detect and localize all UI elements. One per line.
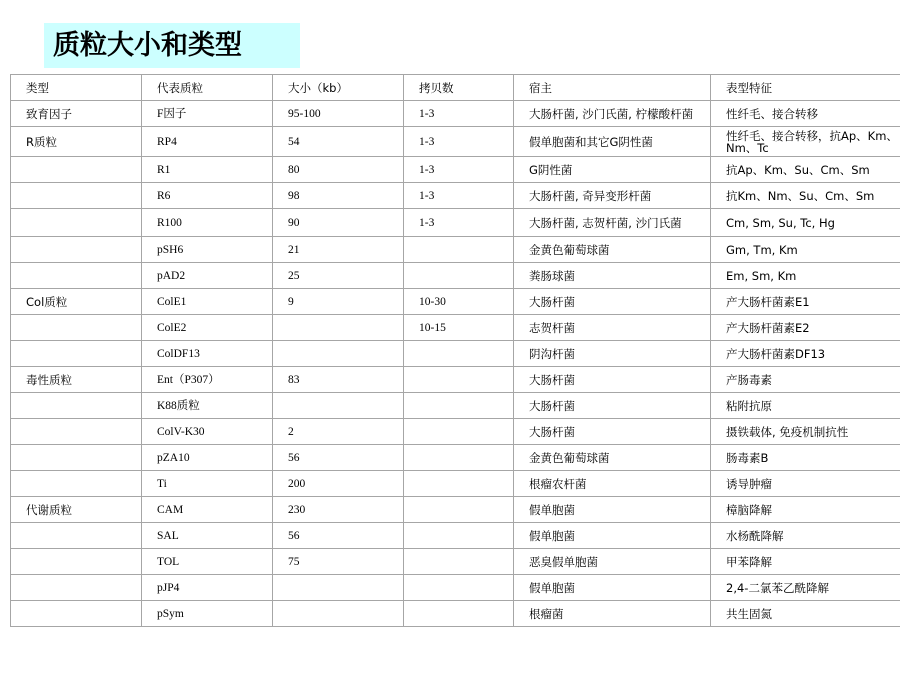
table-cell: 1-3 — [404, 209, 514, 237]
table-cell: Ti — [142, 471, 273, 497]
table-cell — [11, 419, 142, 445]
table-cell: 10-30 — [404, 289, 514, 315]
table-cell: 95-100 — [273, 101, 404, 127]
table-row — [11, 263, 900, 289]
table-cell — [11, 157, 142, 183]
table-row — [11, 575, 900, 601]
table-cell — [404, 263, 514, 289]
table-cell: R质粒 — [11, 127, 142, 157]
table-cell: 代谢质粒 — [11, 497, 142, 523]
table-row — [11, 549, 900, 575]
table-cell: pSym — [142, 601, 273, 627]
table-cell: 假单胞菌 — [514, 575, 711, 601]
table-cell — [11, 393, 142, 419]
table-cell — [404, 497, 514, 523]
table-cell — [404, 341, 514, 367]
table-cell: 抗Ap、Km、Su、Cm、Sm — [711, 157, 900, 183]
table-cell: 83 — [273, 367, 404, 393]
header-cell: 宿主 — [514, 75, 711, 101]
table-cell: 大肠杆菌 — [514, 419, 711, 445]
table-row — [11, 315, 900, 341]
table-cell: pJP4 — [142, 575, 273, 601]
table-row — [11, 209, 900, 237]
table-cell: 2,4-二氯苯乙酰降解 — [711, 575, 900, 601]
table-row — [11, 367, 900, 393]
table-cell — [404, 471, 514, 497]
table-cell — [11, 601, 142, 627]
table-cell: SAL — [142, 523, 273, 549]
table-cell: RP4 — [142, 127, 273, 157]
table-cell: F因子 — [142, 101, 273, 127]
table-cell — [273, 393, 404, 419]
table-cell: 200 — [273, 471, 404, 497]
table-cell: R6 — [142, 183, 273, 209]
table-cell: G阴性菌 — [514, 157, 711, 183]
table-cell: 1-3 — [404, 157, 514, 183]
table-cell — [404, 575, 514, 601]
table-cell: 致育因子 — [11, 101, 142, 127]
plasmid-table — [10, 74, 900, 627]
table-cell: 志贺杆菌 — [514, 315, 711, 341]
table-row — [11, 601, 900, 627]
header-cell: 拷贝数 — [404, 75, 514, 101]
table-cell: 1-3 — [404, 101, 514, 127]
table-cell: 大肠杆菌 — [514, 367, 711, 393]
table-cell: 水杨酰降解 — [711, 523, 900, 549]
table-cell: Gm, Tm, Km — [711, 237, 900, 263]
table-cell: 摄铁载体, 免疫机制抗性 — [711, 419, 900, 445]
table-cell: 大肠杆菌, 奇异变形杆菌 — [514, 183, 711, 209]
table-cell — [11, 209, 142, 237]
table-row — [11, 157, 900, 183]
table-row — [11, 393, 900, 419]
table-cell: 根瘤农杆菌 — [514, 471, 711, 497]
table-cell — [11, 471, 142, 497]
table-cell: 假单胞菌 — [514, 497, 711, 523]
table-cell: Ent（P307） — [142, 367, 273, 393]
table-cell — [11, 237, 142, 263]
table-cell: 假单胞菌 — [514, 523, 711, 549]
table-cell — [273, 315, 404, 341]
table-cell: 54 — [273, 127, 404, 157]
table-cell: 9 — [273, 289, 404, 315]
table-cell — [273, 601, 404, 627]
table-cell: 产肠毒素 — [711, 367, 900, 393]
table-cell: CAM — [142, 497, 273, 523]
table-cell — [273, 341, 404, 367]
table-cell: 98 — [273, 183, 404, 209]
table-cell: 毒性质粒 — [11, 367, 142, 393]
table-row — [11, 445, 900, 471]
table-cell: 大肠杆菌 — [514, 393, 711, 419]
table-row — [11, 523, 900, 549]
table-cell: 粘附抗原 — [711, 393, 900, 419]
table-cell: 共生固氮 — [711, 601, 900, 627]
title-box — [44, 23, 300, 68]
table-cell — [11, 523, 142, 549]
table-cell — [404, 237, 514, 263]
table-row — [11, 419, 900, 445]
table-cell: 恶臭假单胞菌 — [514, 549, 711, 575]
table-cell: 阴沟杆菌 — [514, 341, 711, 367]
table-cell: 80 — [273, 157, 404, 183]
table-cell: 金黄色葡萄球菌 — [514, 237, 711, 263]
table-cell: R1 — [142, 157, 273, 183]
table-cell: 性纤毛、接合转移 — [711, 101, 900, 127]
table-cell: 性纤毛、接合转移，抗Ap、Km、Nm、Tc — [711, 127, 900, 157]
table-cell — [404, 601, 514, 627]
table-cell: 90 — [273, 209, 404, 237]
table-cell: 1-3 — [404, 127, 514, 157]
table-row — [11, 471, 900, 497]
table-cell: 大肠杆菌, 志贺杆菌, 沙门氏菌 — [514, 209, 711, 237]
table-cell: 肠毒素B — [711, 445, 900, 471]
table-cell — [11, 575, 142, 601]
table-cell: 75 — [273, 549, 404, 575]
table-row — [11, 101, 900, 127]
table-cell — [11, 445, 142, 471]
table-cell: 根瘤菌 — [514, 601, 711, 627]
table-cell: Em, Sm, Km — [711, 263, 900, 289]
table-cell: 25 — [273, 263, 404, 289]
table-cell: ColDF13 — [142, 341, 273, 367]
table-cell — [11, 315, 142, 341]
table-cell: pZA10 — [142, 445, 273, 471]
table-header-row — [11, 75, 900, 101]
table-cell: ColE2 — [142, 315, 273, 341]
table-cell: K88质粒 — [142, 393, 273, 419]
table-cell — [11, 263, 142, 289]
table-cell: Col质粒 — [11, 289, 142, 315]
table-row — [11, 237, 900, 263]
table-cell — [404, 549, 514, 575]
table-cell: 甲苯降解 — [711, 549, 900, 575]
header-cell: 表型特征 — [711, 75, 900, 101]
table-cell: 诱导肿瘤 — [711, 471, 900, 497]
table-cell: 21 — [273, 237, 404, 263]
table-cell: Cm, Sm, Su, Tc, Hg — [711, 209, 900, 237]
table-row — [11, 183, 900, 209]
table-cell: ColV-K30 — [142, 419, 273, 445]
table-cell: 2 — [273, 419, 404, 445]
table-cell: pAD2 — [142, 263, 273, 289]
header-cell: 代表质粒 — [142, 75, 273, 101]
table-cell — [404, 367, 514, 393]
table-cell: 产大肠杆菌素E2 — [711, 315, 900, 341]
table-cell: 金黄色葡萄球菌 — [514, 445, 711, 471]
table-cell — [404, 445, 514, 471]
table-cell — [404, 419, 514, 445]
table-cell: TOL — [142, 549, 273, 575]
header-cell: 大小（kb） — [273, 75, 404, 101]
table-cell: R100 — [142, 209, 273, 237]
table-row — [11, 341, 900, 367]
table-cell — [404, 523, 514, 549]
table-cell — [404, 393, 514, 419]
table-cell: 56 — [273, 523, 404, 549]
table-row — [11, 289, 900, 315]
table-cell: ColE1 — [142, 289, 273, 315]
table-cell: 1-3 — [404, 183, 514, 209]
table-cell: 大肠杆菌 — [514, 289, 711, 315]
table-cell: 10-15 — [404, 315, 514, 341]
table-cell: 大肠杆菌, 沙门氏菌, 柠檬酸杆菌 — [514, 101, 711, 127]
table-cell: 假单胞菌和其它G阴性菌 — [514, 127, 711, 157]
table-row — [11, 497, 900, 523]
table-row — [11, 127, 900, 157]
table-cell — [11, 183, 142, 209]
table-cell — [11, 341, 142, 367]
table-cell: 产大肠杆菌素E1 — [711, 289, 900, 315]
table-cell: 抗Km、Nm、Su、Cm、Sm — [711, 183, 900, 209]
page-title: 质粒大小和类型 — [53, 30, 242, 61]
table-cell: pSH6 — [142, 237, 273, 263]
table-cell: 230 — [273, 497, 404, 523]
header-cell: 类型 — [11, 75, 142, 101]
table-cell — [11, 549, 142, 575]
table-cell: 樟脑降解 — [711, 497, 900, 523]
table-cell: 粪肠球菌 — [514, 263, 711, 289]
table-cell: 56 — [273, 445, 404, 471]
table-cell — [273, 575, 404, 601]
table-cell: 产大肠杆菌素DF13 — [711, 341, 900, 367]
